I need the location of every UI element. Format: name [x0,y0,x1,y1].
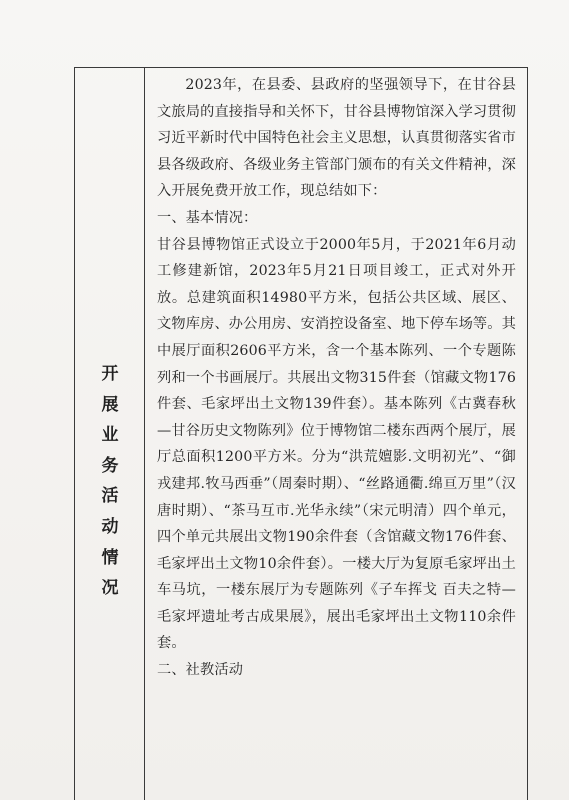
label-column [75,68,145,800]
section-label-char: 业 [101,425,119,446]
content-cell [157,72,516,684]
section-label-char: 展 [101,394,119,415]
section-label [98,359,122,604]
intro-paragraph: 2023年，在县委、县政府的坚强领导下，在甘谷县文旅局的直接指导和关怀下，甘谷县博物馆深入学习贯彻习近平新时代中国特色社会主义思想，认真贯彻落实省市县各级政府、各级业务主管部门颁布的有关文件精神，深入开展免费开放工作，现总结如下： [157,77,516,200]
form-table [74,67,528,800]
section-label-char: 情 [101,547,119,568]
section-heading-education: 二、社教活动 [157,662,244,679]
section-heading-basic: 一、基本情况： [157,209,258,226]
section-label-char: 活 [101,486,119,507]
section-label-char: 开 [101,364,119,384]
section-label-char: 动 [101,516,119,537]
section-label-char: 务 [101,455,119,476]
basic-info-paragraph: 甘谷县博物馆正式设立于2000年5月，于2021年6月动工修建新馆，2023年5月21日项目竣工，正式对外开放。总建筑面积14980平方米，包括公共区域、展区、文物库房、办公用房、安消控设备室、地下停车场等。其中展厅面积2606平方米，含一个基本陈列、一个专题陈列和一个书画展厅。共展出文物315件套（馆藏文物176件套、毛家坪出土文物139件套）。基本陈列《古冀春秋—甘谷历史文物陈列》位于博物馆二楼东西两个展厅，展厅总面积1200平方米。分为“洪荒嬗影.文明初光”、“御戎建邦.牧马西垂”（周秦时期）、“丝路通衢.绵亘万里”（汉唐时期）、“茶马互市.光华永续”（宋元明清）四个单元，四个单元共展出文物190余件套（含馆藏文物176件套、毛家坪出土文物10余件套）。一楼大厅为复原毛家坪出土车马坑，一楼东展厅为专题陈列《子车挥戈 百夫之特—毛家坪遗址考古成果展》，展出毛家坪出土文物110余件套。 [157,236,516,652]
section-label-char: 况 [101,578,119,599]
